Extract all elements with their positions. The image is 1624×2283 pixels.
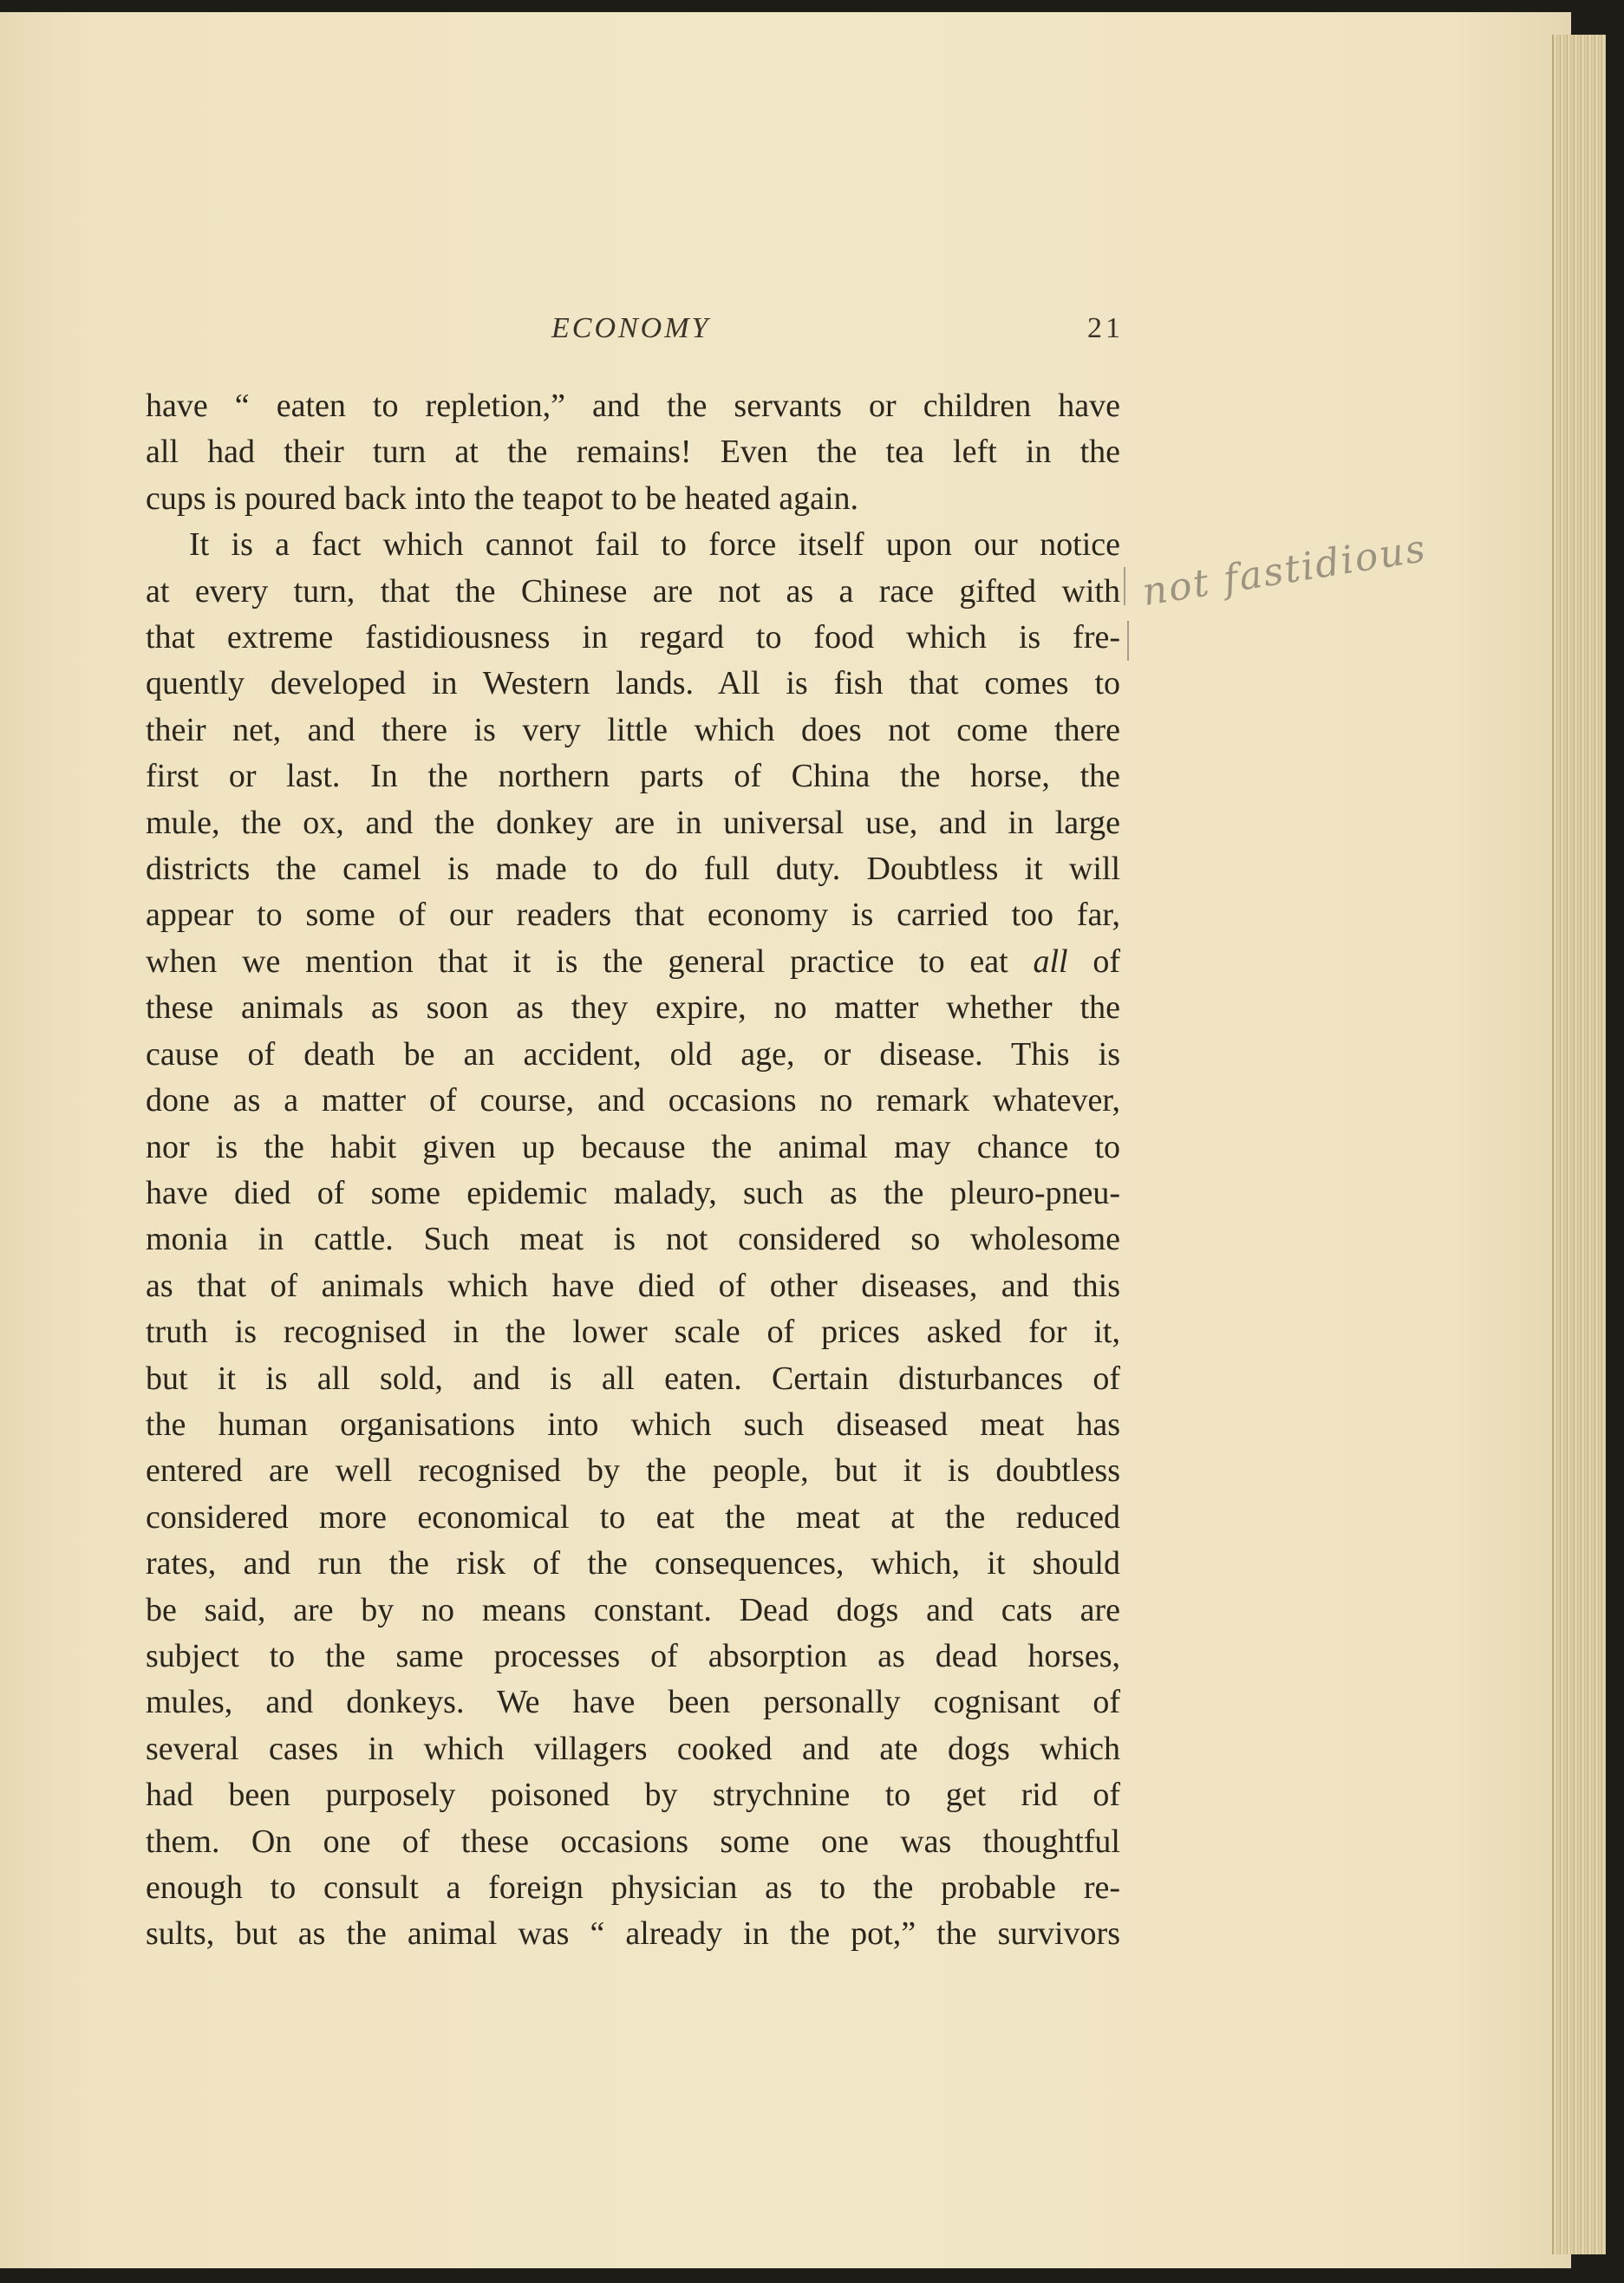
page-number: 21 bbox=[1087, 312, 1124, 344]
text-line: as that of animals which have died of other diseases, and this bbox=[146, 1267, 1120, 1304]
text-line: entered are well recognised by the people, but it is doubtless bbox=[146, 1452, 1120, 1490]
marginal-note: not fastidious bbox=[1139, 525, 1430, 615]
text-line: considered more economical to eat the meat at the reduced bbox=[146, 1498, 1120, 1536]
text-line: have “ eaten to repletion,” and the servants or children have bbox=[146, 388, 1120, 424]
text-line: be said, are by no means constant. Dead dogs and cats are bbox=[146, 1591, 1120, 1628]
text-line: several cases in which villagers cooked and ate dogs which bbox=[146, 1730, 1120, 1767]
text-line: at every turn, that the Chinese are not as a race gifted with bbox=[146, 572, 1120, 610]
text-line: sults, but as the animal was “ already in the pot,” the survivors bbox=[146, 1915, 1120, 1953]
text-line: appear to some of our readers that economy is carried too far, bbox=[146, 897, 1120, 934]
page-sheet bbox=[0, 12, 1571, 2268]
body-text bbox=[146, 383, 1120, 1958]
text-line: rates, and run the risk of the consequences, which, it should bbox=[146, 1545, 1120, 1582]
text-line: had been purposely poisoned by strychnine to get rid of bbox=[146, 1777, 1120, 1814]
text-line-with-italic bbox=[146, 939, 1120, 985]
text-line: that extreme fastidiousness in regard to food which is fre- bbox=[146, 619, 1120, 656]
text-line: cause of death be an accident, old age, or disease. This is bbox=[146, 1035, 1120, 1073]
pencil-bracket-mark bbox=[1127, 621, 1129, 661]
italic-word: all bbox=[1033, 943, 1068, 980]
text-line: done as a matter of course, and occasions no remark whatever, bbox=[146, 1082, 1120, 1119]
text-line: them. On one of these occasions some one was thoughtful bbox=[146, 1823, 1120, 1860]
running-head: ECONOMY bbox=[551, 312, 711, 344]
page-block-edges bbox=[1552, 35, 1606, 2254]
text-line: these animals as soon as they expire, no matter whether the bbox=[146, 989, 1120, 1027]
text-line: but it is all sold, and is all eaten. Certain disturbances of bbox=[146, 1360, 1120, 1397]
text-line: their net, and there is very little which does not come there bbox=[146, 711, 1120, 748]
text-line: nor is the habit given up because the animal may chance to bbox=[146, 1128, 1120, 1165]
text-line: have died of some epidemic malady, such as the pleuro-pneu- bbox=[146, 1174, 1120, 1211]
text-line: enough to consult a foreign physician as to the probable re- bbox=[146, 1869, 1120, 1906]
pencil-bracket-mark bbox=[1124, 567, 1125, 605]
text-line: all had their turn at the remains! Even the tea left in the bbox=[146, 434, 1120, 471]
text-line: mules, and donkeys. We have been personally cognisant of bbox=[146, 1684, 1120, 1721]
text-line: mule, the ox, and the donkey are in universal use, and in large bbox=[146, 804, 1120, 841]
text-line: subject to the same processes of absorption as dead horses, bbox=[146, 1637, 1120, 1674]
text-segment: when we mention that it is the general practice to eat bbox=[146, 943, 1008, 980]
page-header bbox=[0, 312, 1571, 354]
text-line: districts the camel is made to do full duty. Doubtless it will bbox=[146, 851, 1120, 888]
text-line: truth is recognised in the lower scale of prices asked for it, bbox=[146, 1314, 1120, 1351]
text-line: monia in cattle. Such meat is not considered so wholesome bbox=[146, 1221, 1120, 1258]
handwritten-marginalia bbox=[1138, 525, 1432, 649]
text-line: the human organisations into which such diseased meat has bbox=[146, 1406, 1120, 1443]
text-line: quently developed in Western lands. All is fish that comes to bbox=[146, 665, 1120, 702]
text-segment: of bbox=[1092, 943, 1121, 980]
text-line: It is a fact which cannot fail to force itself upon our notice bbox=[189, 526, 1120, 564]
text-line: cups is poured back into the teapot to be heated again. bbox=[146, 479, 859, 517]
text-line: first or last. In the northern parts of China the horse, the bbox=[146, 758, 1120, 795]
